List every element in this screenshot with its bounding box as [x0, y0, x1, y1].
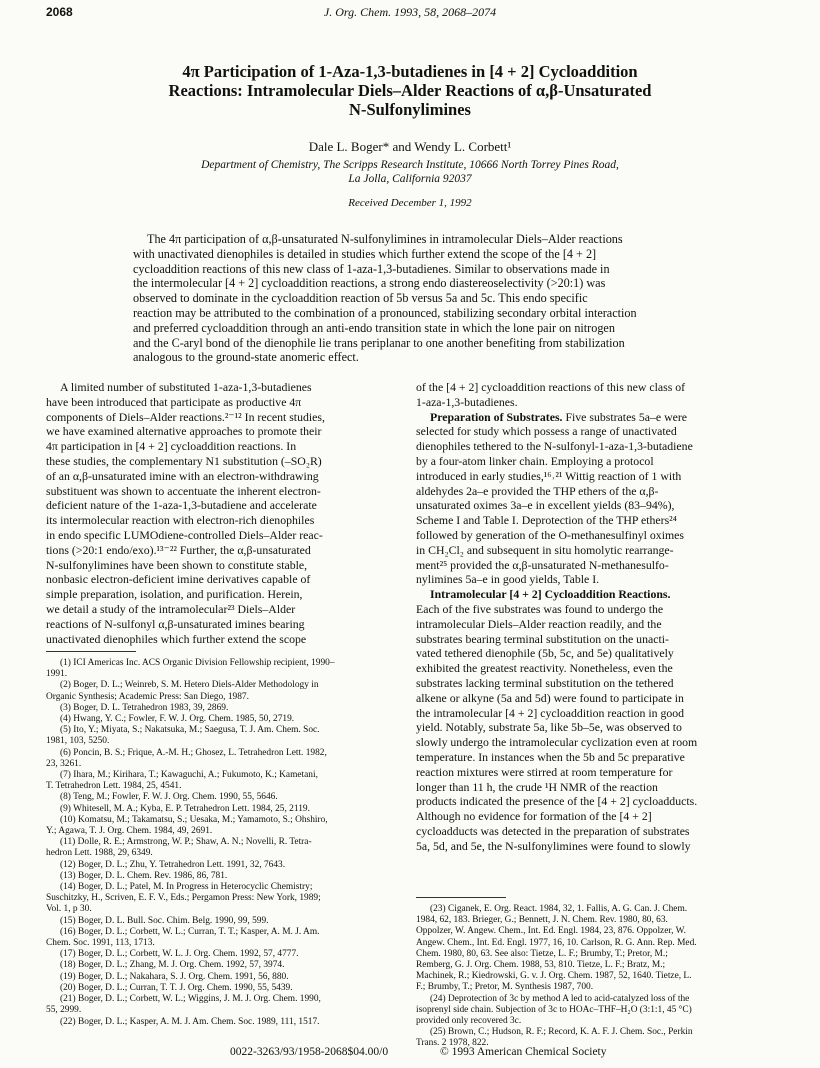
footnote-line: (21) Boger, D. L.; Corbett, W. L.; Wiggins, J. M. J. Org. Chem. 1990, — [60, 994, 321, 1005]
footnote-line: Vol. 1, p 30. — [46, 904, 92, 915]
body-line: unsaturated oximes 3a–e in excellent yields (83–94%), — [416, 498, 675, 513]
footnote-line: T. Tetrahedron Lett. 1984, 25, 4541. — [46, 781, 182, 792]
abstract-line: The 4π participation of α,β-unsaturated N-sulfonylimines in intramolecular Diels–Alder reactions — [147, 232, 623, 246]
body-line: deficient nature of the 1-aza-1,3-butadiene and accelerate — [46, 498, 317, 513]
footnote-line: 23, 3261. — [46, 758, 82, 769]
body-line: reactions of N-sulfonyl α,β-unsaturated imines bearing — [46, 616, 305, 631]
left-footnotes — [46, 658, 401, 1028]
body-line: its intermolecular reaction with electron-rich dienophiles — [46, 513, 315, 528]
body-line: longer than 11 h, the crude ¹H NMR of the reaction — [416, 779, 658, 794]
body-line: substituent was shown to accentuate the inherent electron- — [46, 483, 321, 498]
body-line: exhibited the greatest reactivity. Nonetheless, even the — [416, 661, 673, 676]
footnote-line: (2) Boger, D. L.; Weinreb, S. M. Hetero Diels-Alder Methodology in — [60, 680, 319, 691]
body-line: tions (>20:1 endo/exo).¹³⁻²² Further, the α,β-unsaturated — [46, 542, 311, 557]
footnote-line: Remberg, G. J. Org. Chem. 1988, 53, 810. Tietze, L. F.; Bratz, M.; — [416, 960, 666, 971]
left-column-body — [46, 380, 401, 646]
footnote-line: (25) Brown, C.; Hudson, R. F.; Record, K. A. F. J. Chem. Soc., Perkin — [430, 1027, 693, 1038]
footnote-line: (14) Boger, D. L.; Patel, M. In Progress in Heterocyclic Chemistry; — [60, 882, 313, 893]
section-heading: Preparation of Substrates. — [430, 409, 563, 424]
page-number: 2068 — [46, 5, 73, 19]
footnote-line: 1984, 62, 183. Brieger, G.; Bennett, J. N. Chem. Rev. 1980, 80, 63. — [416, 915, 668, 926]
footnote-line: Organic Synthesis; Academic Press: San Diego, 1987. — [46, 691, 249, 702]
title-line: 4π Participation of 1-Aza-1,3-butadienes in [4 + 2] Cycloaddition — [182, 62, 638, 81]
title-line: Reactions: Intramolecular Diels–Alder Reactions of α,β-Unsaturated — [168, 81, 652, 100]
body-line: of the [4 + 2] cycloaddition reactions of this new class of — [416, 380, 686, 394]
footnote-line: Chem. Soc. 1991, 113, 1713. — [46, 938, 155, 949]
body-line — [416, 587, 774, 602]
footnote-line: 1981, 103, 5250. — [46, 736, 110, 747]
footnote-line: Chem. 1980, 80, 63. See also: Tietze, L. F.; Brumby, T.; Pretor, M.; — [416, 948, 668, 959]
body-line: in CH₂Cl₂ and subsequent in situ homolytic rearrange- — [416, 542, 674, 557]
body-line: 4π participation in [4 + 2] cycloaddition reactions. In — [46, 439, 297, 454]
footnote-line: Machinek, R.; Kiedrowski, G. v. J. Org. Chem. 1987, 52, 1640. Tietze, L. — [416, 971, 692, 982]
abstract — [133, 232, 688, 365]
article-code: 0022-3263/93/1958-2068$04.00/0 — [230, 1046, 389, 1058]
body-line: the intramolecular [4 + 2] cycloaddition reaction in good — [416, 705, 685, 720]
footnote-line: (4) Hwang, Y. C.; Fowler, F. W. J. Org. Chem. 1985, 50, 2719. — [60, 714, 295, 725]
footnote-line: 55, 2999. — [46, 1005, 82, 1016]
body-line: unactivated dienophiles which further extend the scope — [46, 631, 307, 646]
footnote-line: (17) Boger, D. L.; Corbett, W. L. J. Org. Chem. 1992, 57, 4777. — [60, 949, 299, 960]
footnote-line: isoprenyl side chain. Subjection of 3c to HOAc–THF–H₂O (3:1:1, 45 °C) — [416, 1004, 692, 1015]
footnote-line: (20) Boger, D. L.; Curran, T. T. J. Org. Chem. 1990, 55, 5439. — [60, 982, 293, 993]
footnote-line: (7) Ihara, M.; Kirihara, T.; Kawaguchi, A.; Fukumoto, K.; Kametani, — [60, 770, 318, 781]
body-line: vated tethered dienophile (5b, 5c, and 5e) qualitatively — [416, 646, 674, 661]
body-line: A limited number of substituted 1-aza-1,3-butadienes — [60, 380, 312, 394]
abstract-line: with unactivated dienophiles is detailed in studies which further extend the scope of the [4 + 2] — [133, 246, 597, 261]
footnote-line: (1) ICI Americas Inc. ACS Organic Division Fellowship recipient, 1990– — [60, 658, 335, 668]
footnote-divider — [416, 897, 506, 898]
abstract-line: reaction may be attributed to the combination of a pronounced, stabilizing secondary orbital interaction — [133, 305, 637, 320]
body-line: these studies, the complementary N1 substitution (–SO₂R) — [46, 453, 322, 468]
body-line: reaction mixtures were stirred at room temperature for — [416, 764, 673, 779]
footnote-line: hedron Lett. 1988, 29, 6349. — [46, 848, 153, 859]
body-line: 1-aza-1,3-butadienes. — [416, 394, 518, 409]
abstract-line: observed to dominate in the cycloaddition reaction of 5b versus 5a and 5c. This endo specific — [133, 291, 588, 306]
footnote-line: Suschitzky, H., Scriven, E. F. V., Eds.; Pergamon Press: New York, 1989; — [46, 893, 321, 904]
footnote-line: (23) Ciganek, E. Org. React. 1984, 32, 1. Fallis, A. G. Can. J. Chem. — [430, 904, 688, 914]
footnote-line: (24) Deprotection of 3c by method A led to acid-catalyzed loss of the — [430, 993, 690, 1004]
body-line: 5a, 5d, and 5e, the N-sulfonylimines were found to slowly — [416, 838, 691, 853]
footnote-line: (13) Boger, D. L. Chem. Rev. 1986, 86, 781. — [60, 870, 228, 881]
footnote-line: (10) Komatsu, M.; Takamatsu, S.; Uesaka, M.; Yamamoto, S.; Ohshiro, — [60, 814, 328, 825]
received-date: Received December 1, 1992 — [348, 197, 472, 209]
body-line: ment²⁵ provided the α,β-unsaturated N-methanesulfo- — [416, 557, 669, 572]
body-line: dienophiles tethered to the N-sulfonyl-1-aza-1,3-butadiene — [416, 439, 693, 454]
body-line: nonbasic electron-deficient imine derivatives capable of — [46, 572, 311, 587]
body-line: Each of the five substrates was found to undergo the — [416, 601, 664, 616]
body-line: selected for study which possess a range of unactivated — [416, 424, 677, 439]
footnote-line: (5) Ito, Y.; Miyata, S.; Nakatsuka, M.; Saegusa, T. J. Am. Chem. Soc. — [60, 725, 320, 736]
footnote-line: Angew. Chem., Int. Ed. Engl. 1977, 16, 10. Carlson, R. G. Ann. Rep. Med. — [416, 937, 697, 948]
body-line: temperature. In instances when the 5b and 5c preparative — [416, 749, 685, 764]
body-line: Scheme I and Table I. Deprotection of the THP ethers²⁴ — [416, 513, 677, 528]
affiliation — [0, 158, 820, 186]
right-column-body — [416, 380, 774, 854]
journal-citation: J. Org. Chem. 1993, 58, 2068–2074 — [323, 5, 497, 19]
footnote-line: F.; Brumby, T.; Pretor, M. Synthesis 1987, 700. — [416, 982, 594, 993]
footnote-line: (16) Boger, D. L.; Corbett, W. L.; Curran, T. T.; Kasper, A. M. J. Am. — [60, 926, 320, 937]
footnote-line: Y.; Agawa, T. J. Org. Chem. 1984, 49, 2691. — [46, 826, 213, 837]
footnote-divider — [46, 651, 136, 652]
footnote-line: 1991. — [46, 669, 68, 680]
section-heading: Intramolecular [4 + 2] Cycloaddition Reactions. — [430, 587, 671, 602]
abstract-line: the intermolecular [4 + 2] cycloaddition reactions, a strong endo diastereoselectivity (>20:1) was — [133, 276, 606, 291]
footnote-line: (18) Boger, D. L.; Zhang, M. J. Org. Chem. 1992, 57, 3974. — [60, 960, 285, 971]
affiliation-line: Department of Chemistry, The Scripps Research Institute, 10666 North Torrey Pines Road, — [201, 159, 619, 171]
body-line: cycloadducts was detected in the preparation of substrates — [416, 823, 690, 838]
body-line: have been introduced that participate as productive 4π — [46, 394, 302, 409]
body-line: Although no evidence for formation of the [4 + 2] — [416, 809, 652, 824]
body-line: products indicated the presence of the [4 + 2] cycloadducts. — [416, 794, 698, 809]
footnote-line: Trans. 2 1978, 822. — [416, 1038, 489, 1049]
body-line: aldehydes 2a–e provided the THP ethers of the α,β- — [416, 483, 659, 498]
authors: Dale L. Boger* and Wendy L. Corbett¹ — [308, 139, 512, 154]
right-footnotes — [416, 904, 774, 1050]
article-title — [60, 62, 760, 119]
affiliation-line: La Jolla, California 92037 — [348, 173, 472, 185]
body-line: intramolecular Diels–Alder reaction readily, and the — [416, 616, 662, 631]
body-line: N-sulfonylimines have been shown to constitute stable, — [46, 557, 308, 572]
body-line: we detail a study of the intramolecular²³ Diels–Alder — [46, 601, 296, 616]
footnote-line: Oppolzer, W. Angew. Chem., Int. Ed. Engl. 1984, 23, 876. Oppolzer, W. — [416, 926, 686, 937]
body-line: yield. Notably, substrate 5a, like 5b–5e, was observed to — [416, 720, 682, 735]
footnote-line: (8) Teng, M.; Fowler, F. W. J. Org. Chem. 1990, 55, 5646. — [60, 792, 278, 803]
footnote-line: (6) Poncin, B. S.; Frique, A.-M. H.; Ghosez, L. Tetrahedron Lett. 1982, — [60, 747, 327, 758]
body-line: followed by generation of the O-methanesulfinyl oximes — [416, 527, 684, 542]
body-line: components of Diels–Alder reactions.²⁻¹² In recent studies, — [46, 409, 325, 424]
footnote-line: (11) Dolle, R. E.; Armstrong, W. P.; Shaw, A. N.; Novelli, R. Tetra- — [60, 837, 312, 848]
body-line: Preparation of Substrates. Five substrates 5a–e were — [430, 409, 687, 424]
copyright: © 1993 American Chemical Society — [440, 1046, 607, 1058]
body-line: nylimines 5a–e in good yields, Table I. — [416, 572, 600, 587]
footnote-line: provided only recovered 3c. — [416, 1016, 522, 1027]
body-line: of an α,β-unsaturated imine with an electron-withdrawing — [46, 468, 319, 483]
footnote-line: (19) Boger, D. L.; Nakahara, S. J. Org. Chem. 1991, 56, 880. — [60, 971, 289, 982]
abstract-line: analogous to the ground-state anomeric effect. — [133, 350, 359, 365]
footnote-line: (15) Boger, D. L. Bull. Soc. Chim. Belg. 1990, 99, 599. — [60, 915, 269, 926]
body-line: alkene or alkyne (5a and 5d) were found to participate in — [416, 690, 684, 705]
body-line: substrates bearing terminal substitution on the unacti- — [416, 631, 669, 646]
body-line: by a four-atom linker chain. Employing a protocol — [416, 453, 654, 468]
body-line: introduced in early studies,¹⁶˒²¹ Wittig reaction of 1 with — [416, 468, 682, 483]
footnote-line: (3) Boger, D. L. Tetrahedron 1983, 39, 2869. — [60, 702, 229, 713]
body-line: in endo specific LUMOdiene-controlled Diels–Alder reac- — [46, 527, 323, 542]
title-line: N-Sulfonylimines — [349, 100, 471, 119]
footnote-line: (12) Boger, D. L.; Zhu, Y. Tetrahedron Lett. 1991, 32, 7643. — [60, 859, 286, 870]
running-header — [46, 5, 774, 23]
footnote-line: (22) Boger, D. L.; Kasper, A. M. J. Am. Chem. Soc. 1989, 111, 1517. — [60, 1016, 320, 1027]
body-line: substrates lacking terminal substitution on the tethered — [416, 675, 674, 690]
body-line: simple preparation, isolation, and purification. Herein, — [46, 587, 303, 602]
abstract-line: and preferred cycloaddition through an anti-endo transition state in which the lone pair on nitrogen — [133, 320, 615, 335]
abstract-line: cycloaddition reactions of this new class of 1-aza-1,3-butadienes. Similar to observations made in — [133, 261, 610, 276]
body-line: slowly undergo the intramolecular cyclization even at room — [416, 735, 698, 750]
abstract-line: and the C-aryl bond of the dienophile lie trans periplanar to one another benefiting from stabilization — [133, 335, 625, 350]
body-line: we have examined alternative approaches to promote their — [46, 424, 322, 439]
footnote-line: (9) Whitesell, M. A.; Kyba, E. P. Tetrahedron Lett. 1984, 25, 2119. — [60, 803, 310, 814]
